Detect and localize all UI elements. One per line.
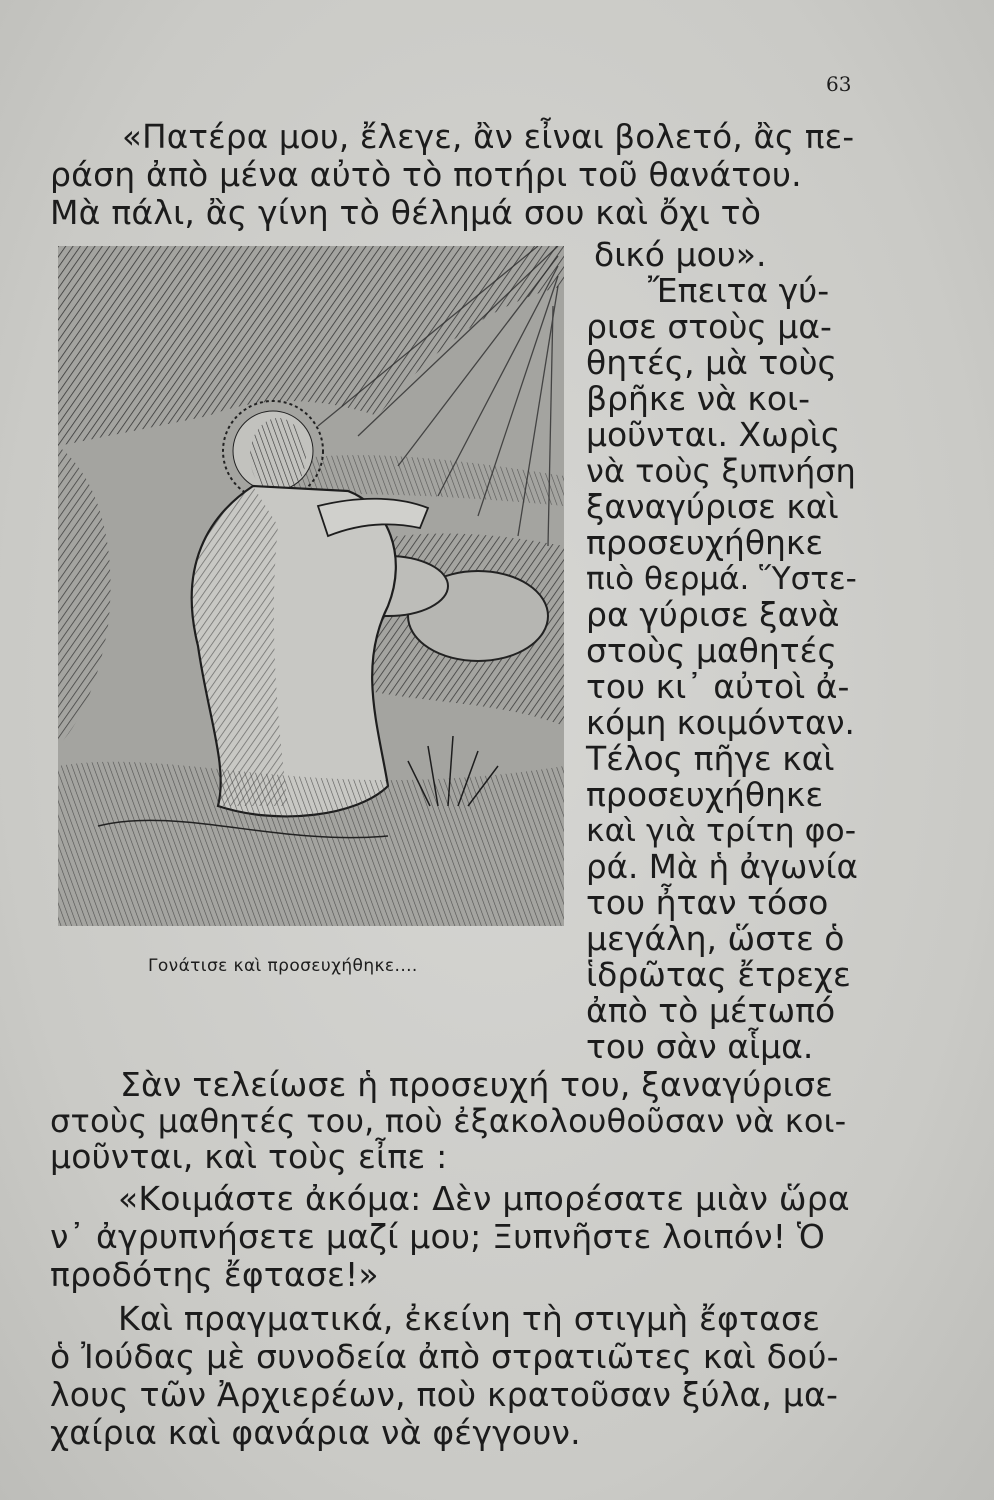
column-line: προσευχήθηκε [586, 775, 824, 814]
column-line: ἱδρῶτας ἔτρεχε [586, 955, 851, 994]
column-line: νὰ τοὺς ξυπνήση [586, 452, 856, 490]
column-line: καὶ γιὰ τρίτη φο- [586, 813, 857, 849]
column-line: ρά. Μὰ ἡ ἀγωνία [586, 848, 858, 886]
text-line: μοῦνται, καὶ τοὺς εἶπε : [50, 1137, 448, 1176]
column-line: του ἦταν τόσο [586, 883, 829, 922]
illustration-caption: Γονάτισε καὶ προσευχήθηκε.... [148, 956, 418, 976]
column-line: ρισε στοὺς μα- [586, 307, 832, 346]
column-line: Τέλος πῆγε καὶ [586, 739, 835, 778]
column-line: ρα γύρισε ξανὰ [586, 595, 840, 634]
text-line: ν᾿ ἀγρυπνήσετε μαζί μου; Ξυπνῆστε λοιπόν! Ὁ [50, 1217, 826, 1256]
text-line: ὁ Ἰούδας μὲ συνοδεία ἀπὸ στρατιῶτες καὶ δού- [50, 1337, 839, 1376]
text-line: «Κοιμάστε ἀκόμα: Δὲν μπορέσατε μιὰν ὥρα [118, 1179, 850, 1218]
text-line: λους τῶν Ἀρχιερέων, ποὺ κρατοῦσαν ξύλα, μα- [50, 1375, 839, 1414]
column-line: του σὰν αἷμα. [586, 1027, 814, 1066]
column-line: προσευχήθηκε [586, 523, 824, 562]
text-line: ράση ἀπὸ μένα αὐτὸ τὸ ποτήρι τοῦ θανάτου. [50, 155, 802, 194]
text-line: χαίρια καὶ φανάρια νὰ φέγγουν. [50, 1413, 581, 1452]
column-line: του κι᾿ αὐτοὶ ἀ- [586, 667, 850, 706]
text-line: Μὰ πάλι, ἂς γίνη τὸ θέλημά σου καὶ ὄχι τὸ [50, 193, 762, 232]
column-line: ἀπὸ τὸ μέτωπό [586, 991, 836, 1030]
column-line: στοὺς μαθητές [586, 631, 837, 670]
column-line: δικό μου». [594, 235, 767, 274]
text-line: Καὶ πραγματικά, ἐκείνη τὴ στιγμὴ ἔφτασε [118, 1299, 821, 1338]
column-line: θητές, μὰ τοὺς [586, 343, 837, 382]
text-line: στοὺς μαθητές του, ποὺ ἐξακολουθοῦσαν νὰ κοι- [50, 1102, 847, 1140]
engraving-image [58, 246, 564, 926]
column-line: πιὸ θερμά. Ὕστε- [586, 561, 857, 597]
text-line: «Πατέρα μου, ἔλεγε, ἂν εἶναι βολετό, ἂς πε- [122, 118, 855, 156]
column-line: κόμη κοιμόνταν. [586, 704, 855, 742]
column-line: Ἔπειτα γύ- [648, 271, 830, 310]
column-line: μεγάλη, ὥστε ὁ [586, 919, 845, 958]
text-line: προδότης ἔφτασε!» [50, 1255, 379, 1294]
illustration-jesus-praying [58, 246, 564, 926]
page-number: 63 [826, 72, 852, 96]
column-line: ξαναγύρισε καὶ [586, 487, 839, 526]
column-line: βρῆκε νὰ κοι- [586, 379, 811, 418]
column-line: μοῦνται. Χωρὶς [586, 415, 841, 454]
text-line: Σὰν τελείωσε ἡ προσευχή του, ξαναγύρισε [120, 1065, 834, 1104]
